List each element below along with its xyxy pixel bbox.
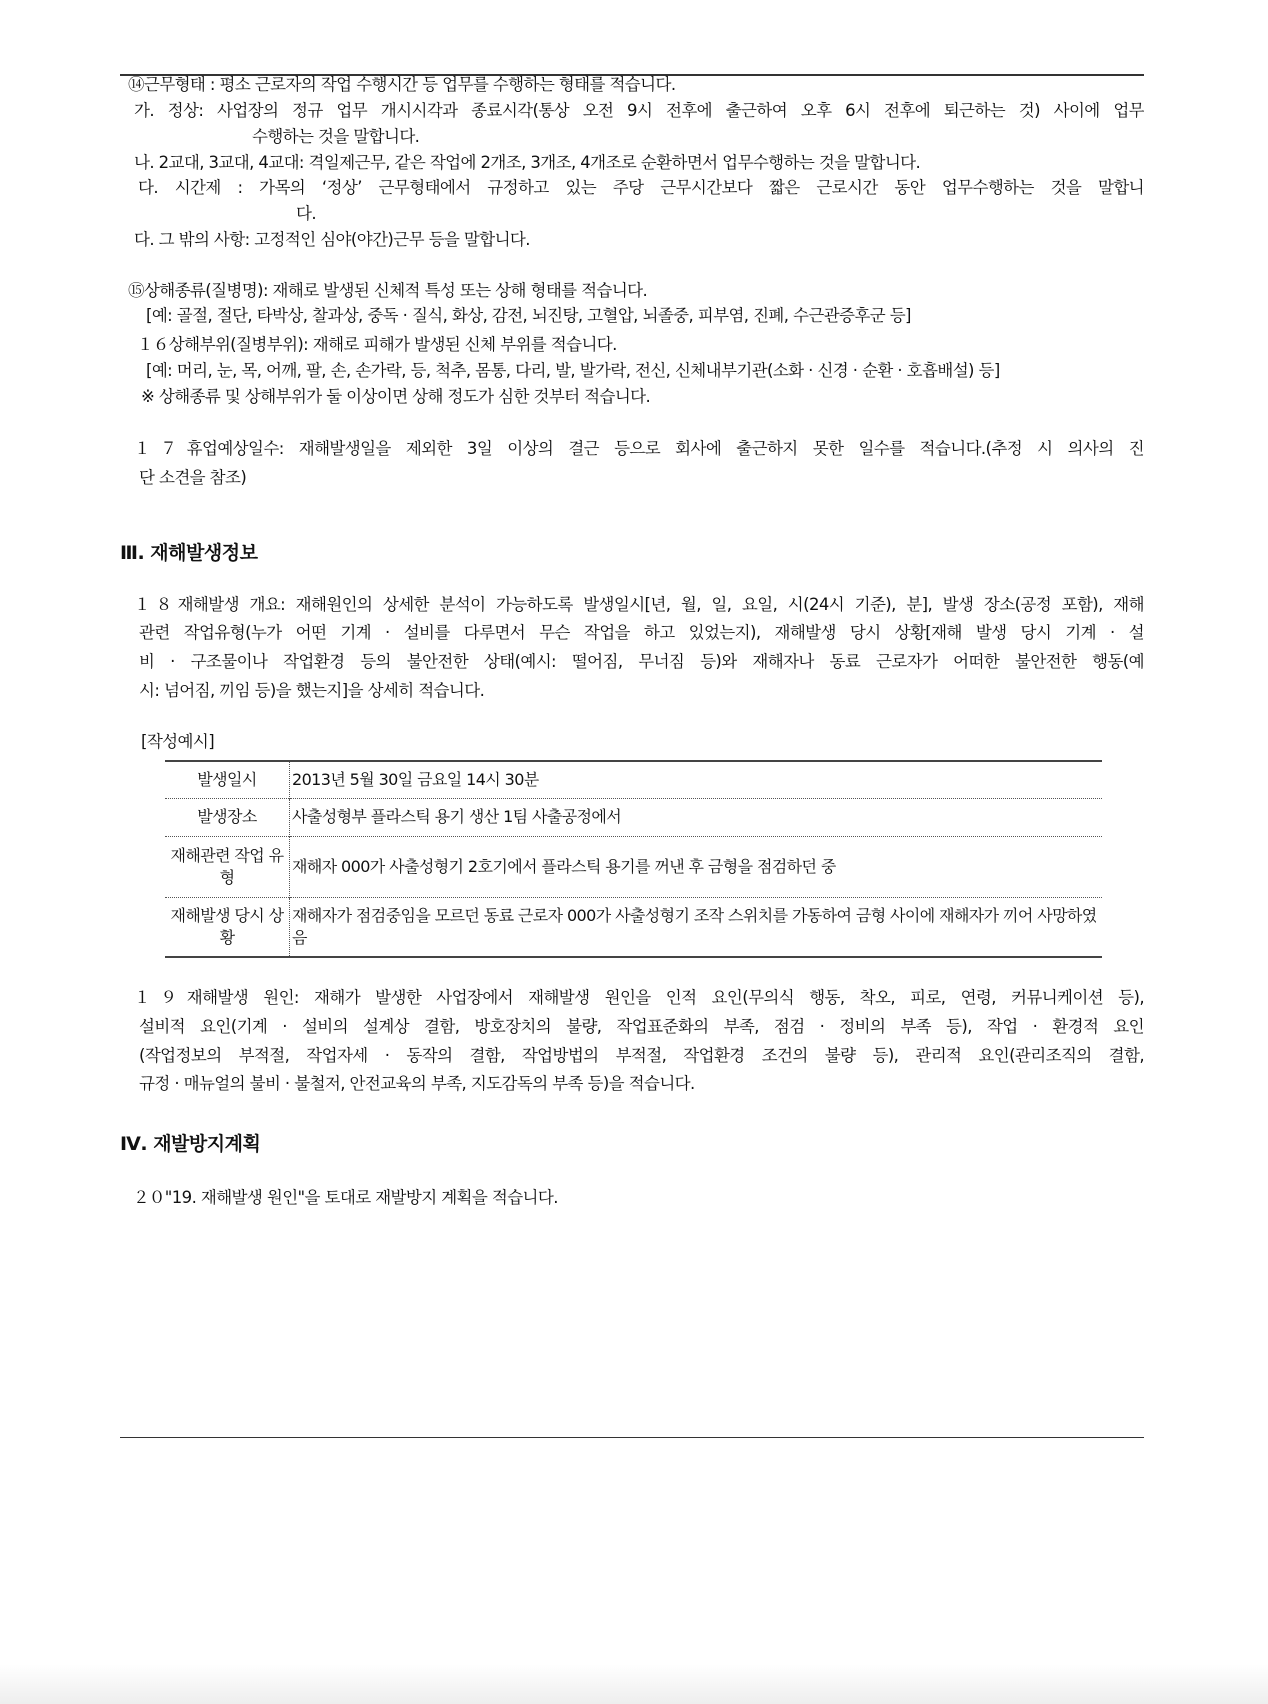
row-value: 2013년 5월 30일 금요일 14시 30분 — [292, 769, 539, 789]
item-14-ga-cont: 수행하는 것을 말합니다. — [252, 127, 420, 146]
item-14-da2: 다. 그 밖의 사항: 고정적인 심야(야간)근무 등을 말합니다. — [134, 230, 530, 249]
item-16-title: １６상해부위(질병부위): 재해로 피해가 발생된 신체 부위를 적습니다. — [137, 335, 617, 354]
table-row — [165, 761, 1102, 798]
item-15-title: ⑮상해종류(질병명): 재해로 발생된 신체적 특성 또는 상해 형태를 적습니다. — [128, 281, 648, 300]
item-19-line2: 설비적 요인(기계 · 설비의 설계상 결함, 방호장치의 불량, 작업표준화의 부족, 점검 · 정비의 부족 등), 작업 · 환경적 요인 — [139, 1017, 1144, 1036]
item-17-line2: 단 소견을 참조) — [139, 468, 247, 487]
item-14-da-cont: 다. — [296, 204, 316, 223]
bottom-rule — [120, 1437, 1144, 1438]
row-value: 사출성형부 플라스틱 용기 생산 1팀 사출공정에서 — [292, 807, 622, 826]
row-label: 재해관련 작업 유형 — [165, 836, 290, 897]
row-label: 발생일시 — [165, 761, 290, 798]
item-20: ２０"19. 재해발생 원인"을 토대로 재발방지 계획을 적습니다. — [133, 1188, 558, 1207]
page-edge-shade — [0, 1664, 1268, 1704]
item-14-na: 나. 2교대, 3교대, 4교대: 격일제근무, 같은 작업에 2개조, 3개조, 4개조로 순환하면서 업무수행하는 것을 말합니다. — [134, 153, 921, 172]
example-label: [작성예시] — [141, 732, 215, 751]
table-row — [165, 897, 1102, 957]
row-value: 재해자가 점검중임을 모르던 동료 근로자 000가 사출성형기 조작 스위치를 가동하여 금형 사이에 재해자가 끼어 사망하였음 — [292, 905, 1097, 947]
row-label: 발생장소 — [165, 798, 290, 836]
section-4-heading: Ⅳ. 재발방지계획 — [120, 1133, 261, 1155]
item-19-line4: 규정 · 매뉴얼의 불비 · 불철저, 안전교육의 부족, 지도감독의 부족 등)을 적습니다. — [139, 1074, 695, 1093]
table-row — [165, 798, 1102, 836]
item-15-example: [예: 골절, 절단, 타박상, 찰과상, 중독 · 질식, 화상, 감전, 뇌진탕, 고혈압, 뇌졸중, 피부염, 진폐, 수근관증후군 등] — [146, 306, 911, 325]
item-16-example: [예: 머리, 눈, 목, 어깨, 팔, 손, 손가락, 등, 척추, 몸통, 다리, 발, 발가락, 전신, 신체내부기관(소화 · 신경 · 순환 · 호흡배설) 등] — [146, 361, 1000, 380]
item-18-line2: 관련 작업유형(누가 어떤 기계 · 설비를 다루면서 무슨 작업을 하고 있었는지), 재해발생 당시 상황[재해 발생 당시 기계 · 설 — [139, 623, 1144, 642]
item-17-line1: １７휴업예상일수: 재해발생일을 제외한 3일 이상의 결근 등으로 회사에 출근하지 못한 일수를 적습니다.(추정 시 의사의 진 — [134, 439, 1144, 458]
item-14-ga: 가. 정상: 사업장의 정규 업무 개시시각과 종료시각(통상 오전 9시 전후에 출근하여 오후 6시 전후에 퇴근하는 것) 사이에 업무 — [134, 101, 1144, 120]
example-table — [165, 760, 1102, 958]
item-16-note: ※ 상해종류 및 상해부위가 둘 이상이면 상해 정도가 심한 것부터 적습니다. — [141, 387, 651, 406]
item-18-line3: 비 · 구조물이나 작업환경 등의 불안전한 상태(예시: 떨어짐, 무너짐 등)와 재해자나 동료 근로자가 어떠한 불안전한 행동(예 — [139, 652, 1144, 671]
item-19-line1: １９재해발생 원인: 재해가 발생한 사업장에서 재해발생 원인을 인적 요인(무의식 행동, 착오, 피로, 연령, 커뮤니케이션 등), — [134, 988, 1144, 1007]
item-14-title: ⑭근무형태 : 평소 근로자의 작업 수행시간 등 업무를 수행하는 형태를 적습니다. — [128, 75, 676, 94]
row-label: 재해발생 당시 상황 — [165, 897, 290, 957]
item-19-line3: (작업정보의 부적절, 작업자세 · 동작의 결함, 작업방법의 부적절, 작업환경 조건의 불량 등), 관리적 요인(관리조직의 결함, — [139, 1046, 1144, 1065]
item-18-line1: １８재해발생 개요: 재해원인의 상세한 분석이 가능하도록 발생일시[년, 월, 일, 요일, 시(24시 기준), 분], 발생 장소(공정 포함), 재해 — [134, 595, 1144, 614]
row-value: 재해자 000가 사출성형기 2호기에서 플라스틱 용기를 꺼낸 후 금형을 점검하던 중 — [292, 856, 836, 876]
table-row — [165, 836, 1102, 897]
item-18-line4: 시: 넘어짐, 끼임 등)을 했는지]을 상세히 적습니다. — [139, 681, 485, 700]
section-3-heading: Ⅲ. 재해발생정보 — [120, 542, 258, 564]
item-14-da: 다. 시간제 : 가목의 ‘정상’ 근무형태에서 규정하고 있는 주당 근무시간보다 짧은 근로시간 동안 업무수행하는 것을 말합니 — [138, 178, 1144, 197]
